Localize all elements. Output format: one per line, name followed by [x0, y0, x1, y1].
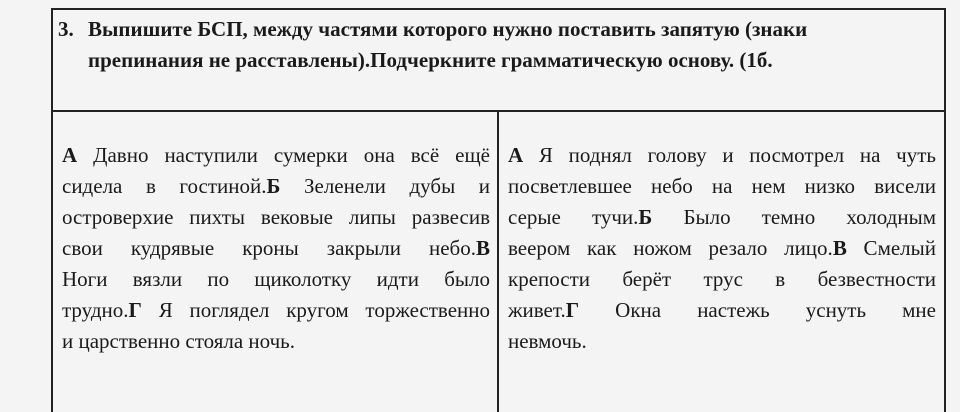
line-text: сидела в гостиной. [62, 174, 267, 198]
table-border-left [51, 8, 53, 412]
text-line [508, 171, 936, 202]
text-line [62, 140, 490, 171]
text-line [508, 295, 936, 326]
option-letter: В [832, 236, 847, 260]
answer-cell-right [508, 140, 936, 357]
option-letter: А [62, 143, 78, 167]
line-text: Давно наступили сумерки она всё ещё [77, 143, 490, 167]
text-line [62, 264, 490, 295]
text-line [62, 295, 490, 326]
text-line [62, 326, 490, 357]
line-text: и царственно стояла ночь. [62, 329, 295, 353]
line-text: крепости берёт трус в безвестности [508, 267, 936, 291]
line-text: Ноги вязли по щиколотку идти было [62, 267, 490, 291]
line-text: живет. [508, 298, 566, 322]
line-text: Я поглядел кругом торжественно [141, 298, 490, 322]
line-text: невмочь. [508, 329, 587, 353]
text-line [508, 264, 936, 295]
line-text: серые тучи. [508, 205, 639, 229]
line-text: островерхие пихты вековые липы развесив [62, 205, 490, 229]
option-letter: Г [565, 298, 580, 322]
question-text [58, 14, 938, 76]
line-text: Было темно холодным [652, 205, 937, 229]
text-line [508, 326, 936, 357]
option-letter: Б [638, 205, 653, 229]
line-text: трудно. [62, 298, 129, 322]
line-text: Зеленели дубы и [280, 174, 490, 198]
text-line [62, 202, 490, 233]
line-text: веером как ножом резало лицо. [508, 236, 833, 260]
text-line [508, 233, 936, 264]
option-letter: А [508, 143, 524, 167]
table-border-center [497, 112, 499, 412]
text-line [508, 140, 936, 171]
line-text: Окна настежь уснуть мне [579, 298, 936, 322]
option-letter: Г [128, 298, 142, 322]
question-line-2: препинания не расставлены).Подчеркните грамматическую основу. (1б. [88, 48, 773, 72]
table-border-right [944, 8, 946, 412]
option-letter: В [475, 236, 490, 260]
line-text: посветлевшее небо на нем низко висели [508, 174, 936, 198]
question-line-1: Выпишите БСП, между частями которого нужно поставить запятую (знаки [88, 17, 808, 41]
text-line [62, 171, 490, 202]
answer-cell-left [62, 140, 490, 357]
option-letter: Б [266, 174, 281, 198]
line-text: Я поднял голову и посмотрел на чуть [523, 143, 936, 167]
question-number: 3. [58, 17, 74, 41]
text-line [508, 202, 936, 233]
line-text: Смелый [846, 236, 937, 260]
line-text: свои кудрявые кроны закрыли небо. [62, 236, 476, 260]
table-border-top [51, 8, 946, 10]
text-line [62, 233, 490, 264]
